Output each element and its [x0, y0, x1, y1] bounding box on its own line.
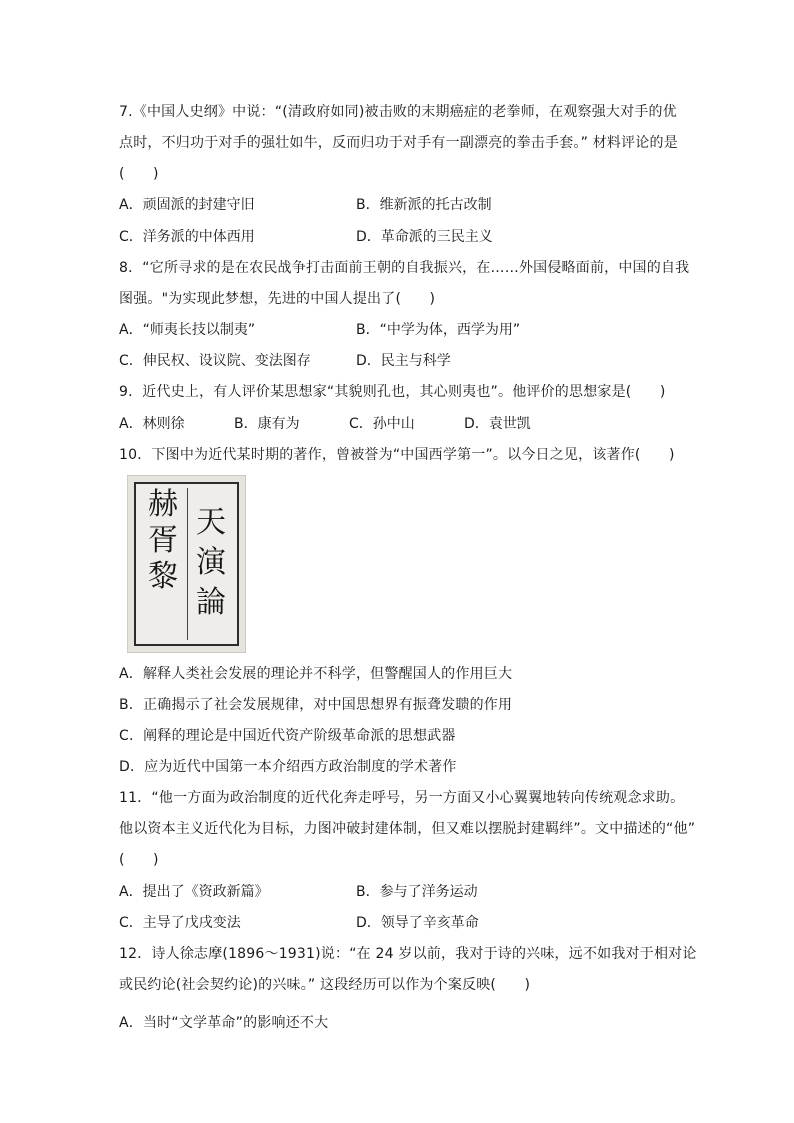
q7-option-a: A．顽固派的封建守旧 [119, 197, 255, 213]
q8-option-a: A．“师夷长技以制夷” [119, 322, 256, 338]
q11-option-c: C．主导了戊戌变法 [119, 915, 241, 931]
q9-option-a: A．林则徐 [119, 416, 185, 432]
q10-option-d: D．应为近代中国第一本介绍西方政治制度的学术著作 [119, 759, 457, 775]
q9-option-c: C．孙中山 [349, 416, 415, 432]
q10-option-a: A．解释人类社会发展的理论并不科学，但警醒国人的作用巨大 [119, 666, 513, 682]
q8-option-c: C．伸民权、设议院、变法图存 [119, 353, 311, 369]
q11-option-a: A．提出了《资政新篇》 [119, 884, 269, 900]
q7-option-b: B．维新派的托古改制 [356, 197, 492, 213]
q11-option-d: D．领导了辛亥革命 [356, 915, 479, 931]
q7-option-d: D．革命派的三民主义 [356, 229, 493, 245]
book-title-char: 赫 [148, 487, 178, 522]
q9-stem-line-1: 9．近代史上，有人评价某思想家“其貌则孔也，其心则夷也”。他评价的思想家是( ) [119, 384, 666, 400]
q11-stem-line-1: 11．“他一方面为政治制度的近代化奔走呼号，另一方面又小心翼翼地转向传统观念求助。 [119, 790, 685, 806]
book-title-char: 黎 [148, 559, 178, 594]
q9-option-b: B．康有为 [234, 416, 300, 432]
book-title-char: 演 [196, 545, 226, 580]
q8-stem-line-1: 8．“它所寻求的是在农民战争打击面前王朝的自我振兴，在……外国侵略面前，中国的自我 [119, 260, 690, 276]
q11-stem-line-2: 他以资本主义近代化为目标，力图冲破封建体制，但又难以摆脱封建羁绊”。文中描述的“他” [119, 821, 696, 837]
q11-option-b: B．参与了洋务运动 [356, 884, 478, 900]
q10-option-c: C．阐释的理论是中国近代资产阶级革命派的思想武器 [119, 728, 456, 744]
q9-option-d: D．袁世凯 [464, 416, 531, 432]
q12-option-a: A．当时“文学革命”的影响还不大 [119, 1015, 329, 1031]
q12-stem-line-1: 12．诗人徐志摩(1896～1931)说：“在 24 岁以前，我对于诗的兴味，远不如我对于相对论 [119, 946, 697, 962]
q7-answer-blank: ( ) [119, 166, 159, 182]
book-title-char: 胥 [148, 523, 178, 558]
q7-option-c: C．洋务派的中体西用 [119, 229, 255, 245]
q8-stem-line-2: 图强。"为实现此梦想，先进的中国人提出了( ) [119, 291, 436, 307]
q7-stem-line-1: 7.《中国人史纲》中说：“(清政府如同)被击败的末期癌症的老拳师，在观察强大对手的优 [119, 104, 677, 120]
book-title-char: 天 [196, 505, 226, 540]
q11-answer-blank: ( ) [119, 852, 159, 868]
q10-option-b: B．正确揭示了社会发展规律，对中国思想界有振聋发聩的作用 [119, 697, 513, 713]
book-title-char: 論 [196, 585, 226, 620]
book-cover-image [127, 475, 246, 653]
q8-option-b: B．“中学为体，西学为用” [356, 322, 521, 338]
q8-option-d: D．民主与科学 [356, 353, 451, 369]
q12-stem-line-2: 或民约论(社会契约论)的兴味。” 这段经历可以作为个案反映( ) [119, 977, 531, 993]
q10-stem-line-1: 10．下图中为近代某时期的著作，曾被誉为“中国西学第一”。以今日之见，该著作( ) [119, 447, 675, 463]
q7-stem-line-2: 点时，不归功于对手的强壮如牛，反而归功于对手有一副漂亮的拳击手套。” 材料评论的是 [119, 135, 678, 151]
